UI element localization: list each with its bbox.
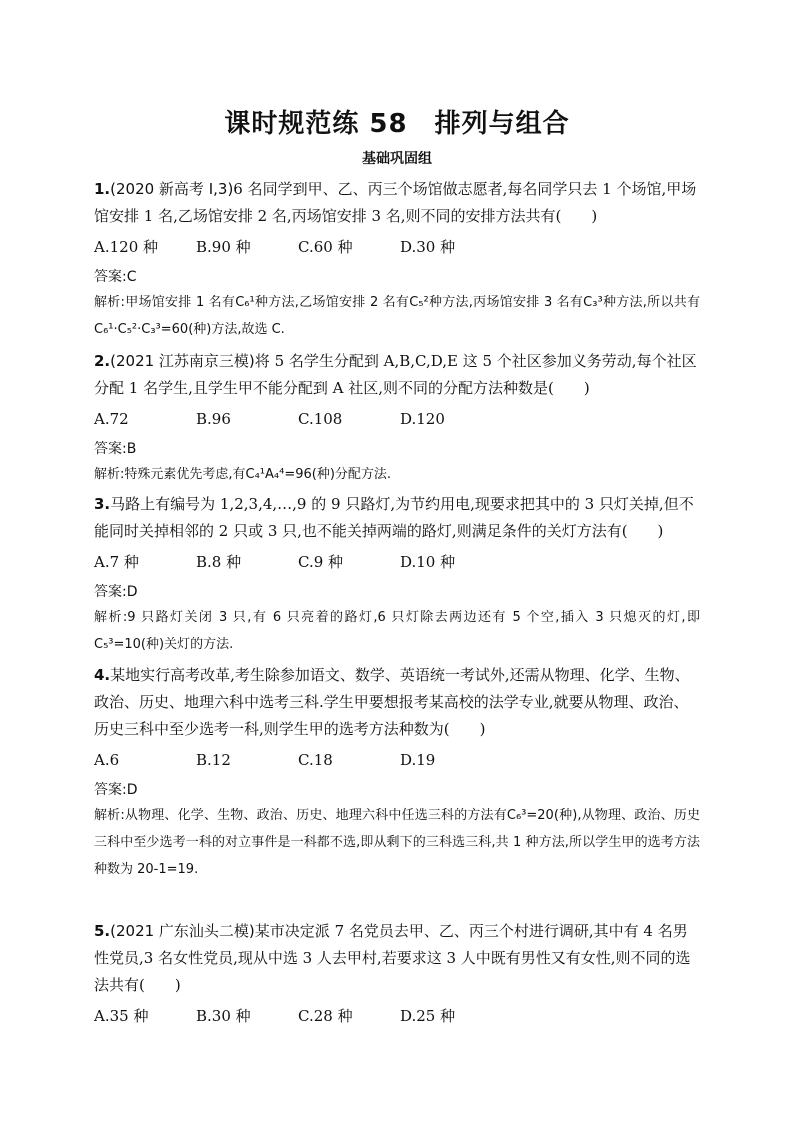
option-c: C.18 xyxy=(298,751,333,769)
option-c: C.28 种 xyxy=(298,1007,353,1025)
section-heading: 基础巩固组 xyxy=(362,151,432,167)
option-d: D.25 种 xyxy=(400,1007,456,1025)
question-text: 马路上有编号为 1,2,3,4,…,9 的 9 只路灯,为节约用电,现要求把其中的 3 只灯关掉,但不能同时关掉相邻的 2 只或 3 只,也不能关掉两端的路灯,则满足条件的关灯方法有( ) xyxy=(94,495,694,540)
options xyxy=(94,1003,700,1030)
option-b: B.96 xyxy=(196,410,231,428)
question-number: 4. xyxy=(94,666,111,684)
options xyxy=(94,549,700,576)
explanation-text: 9 只路灯关闭 3 只,有 6 只亮着的路灯,6 只灯除去两边还有 5 个空,插入 3 只熄灭的灯,即C₅³=10(种)关灯的方法. xyxy=(94,610,700,652)
option-a: A.72 xyxy=(94,410,129,428)
option-c: C.9 种 xyxy=(298,553,344,571)
explanation-label: 解析: xyxy=(94,295,125,310)
explanation-text: 从物理、化学、生物、政治、历史、地理六科中任选三科的方法有C₆³=20(种),从物理、政治、历史三科中至少选考一科的对立事件是一科都不选,即从剩下的三科选三科,共 1 种方法,所以学生甲的选考方法种数为 20-1=19. xyxy=(94,808,700,877)
option-d: D.120 xyxy=(400,410,445,428)
question-stem xyxy=(94,662,700,743)
question-4 xyxy=(94,662,700,883)
question-source: (2020 新高考 Ⅰ,3) xyxy=(110,180,234,198)
question-5 xyxy=(94,918,700,1030)
question-text: 将 5 名学生分配到 A,B,C,D,E 这 5 个社区参加义务劳动,每个社区分配 1 名学生,且学生甲不能分配到 A 社区,则不同的分配方法种数是( ) xyxy=(94,352,697,397)
question-stem xyxy=(94,918,700,999)
option-c: C.60 种 xyxy=(298,238,353,256)
answer: 答案:D xyxy=(94,782,138,798)
question-source: (2021 广东汕头二模) xyxy=(110,922,255,940)
option-b: B.30 种 xyxy=(196,1007,251,1025)
question-number: 1. xyxy=(94,180,111,198)
option-b: B.90 种 xyxy=(196,238,251,256)
answer: 答案:B xyxy=(94,441,137,457)
question-3 xyxy=(94,491,700,658)
question-number: 5. xyxy=(94,922,111,940)
option-d: D.30 种 xyxy=(400,238,456,256)
explanation xyxy=(94,604,700,658)
explanation xyxy=(94,289,700,343)
question-stem xyxy=(94,348,700,402)
explanation-text: 特殊元素优先考虑,有C₄¹A₄⁴=96(种)分配方法. xyxy=(124,467,392,482)
question-number: 2. xyxy=(94,352,111,370)
option-d: D.10 种 xyxy=(400,553,456,571)
question-number: 3. xyxy=(94,495,111,513)
explanation-label: 解析: xyxy=(94,808,125,823)
question-text: 6 名同学到甲、乙、丙三个场馆做志愿者,每名同学只去 1 个场馆,甲场馆安排 1 名,乙场馆安排 2 名,丙场馆安排 3 名,则不同的安排方法共有( ) xyxy=(94,180,697,225)
option-a: A.35 种 xyxy=(94,1007,149,1025)
question-1 xyxy=(94,176,700,343)
answer: 答案:D xyxy=(94,584,138,600)
option-a: A.120 种 xyxy=(94,238,158,256)
explanation-text: 甲场馆安排 1 名有C₆¹种方法,乙场馆安排 2 名有C₅²种方法,丙场馆安排 3 名有C₃³种方法,所以共有C₆¹·C₅²·C₃³=60(种)方法,故选 C. xyxy=(94,295,700,337)
question-2 xyxy=(94,348,700,488)
option-b: B.12 xyxy=(196,751,231,769)
option-c: C.108 xyxy=(298,410,343,428)
option-b: B.8 种 xyxy=(196,553,242,571)
option-a: A.6 xyxy=(94,751,120,769)
page-title: 课时规范练 58 排列与组合 xyxy=(224,109,570,139)
question-stem xyxy=(94,491,700,545)
option-a: A.7 种 xyxy=(94,553,139,571)
question-text: 某市决定派 7 名党员去甲、乙、丙三个村进行调研,其中有 4 名男性党员,3 名女性党员,现从中选 3 人去甲村,若要求这 3 人中既有男性又有女性,则不同的选法共有( ) xyxy=(94,922,691,994)
answer: 答案:C xyxy=(94,269,137,285)
question-stem xyxy=(94,176,700,230)
options xyxy=(94,747,700,774)
explanation xyxy=(94,461,700,488)
explanation xyxy=(94,802,700,883)
question-source: (2021 江苏南京三模) xyxy=(110,352,255,370)
options xyxy=(94,234,700,261)
explanation-label: 解析: xyxy=(94,610,128,625)
question-text: 某地实行高考改革,考生除参加语文、数学、英语统一考试外,还需从物理、化学、生物、政治、历史、地理六科中选考三科.学生甲要想报考某高校的法学专业,就要从物理、政治、历史三科中至少选考一科,则学生甲的选考方法种数为( ) xyxy=(94,666,690,738)
options xyxy=(94,406,700,433)
option-d: D.19 xyxy=(400,751,436,769)
explanation-label: 解析: xyxy=(94,467,125,482)
